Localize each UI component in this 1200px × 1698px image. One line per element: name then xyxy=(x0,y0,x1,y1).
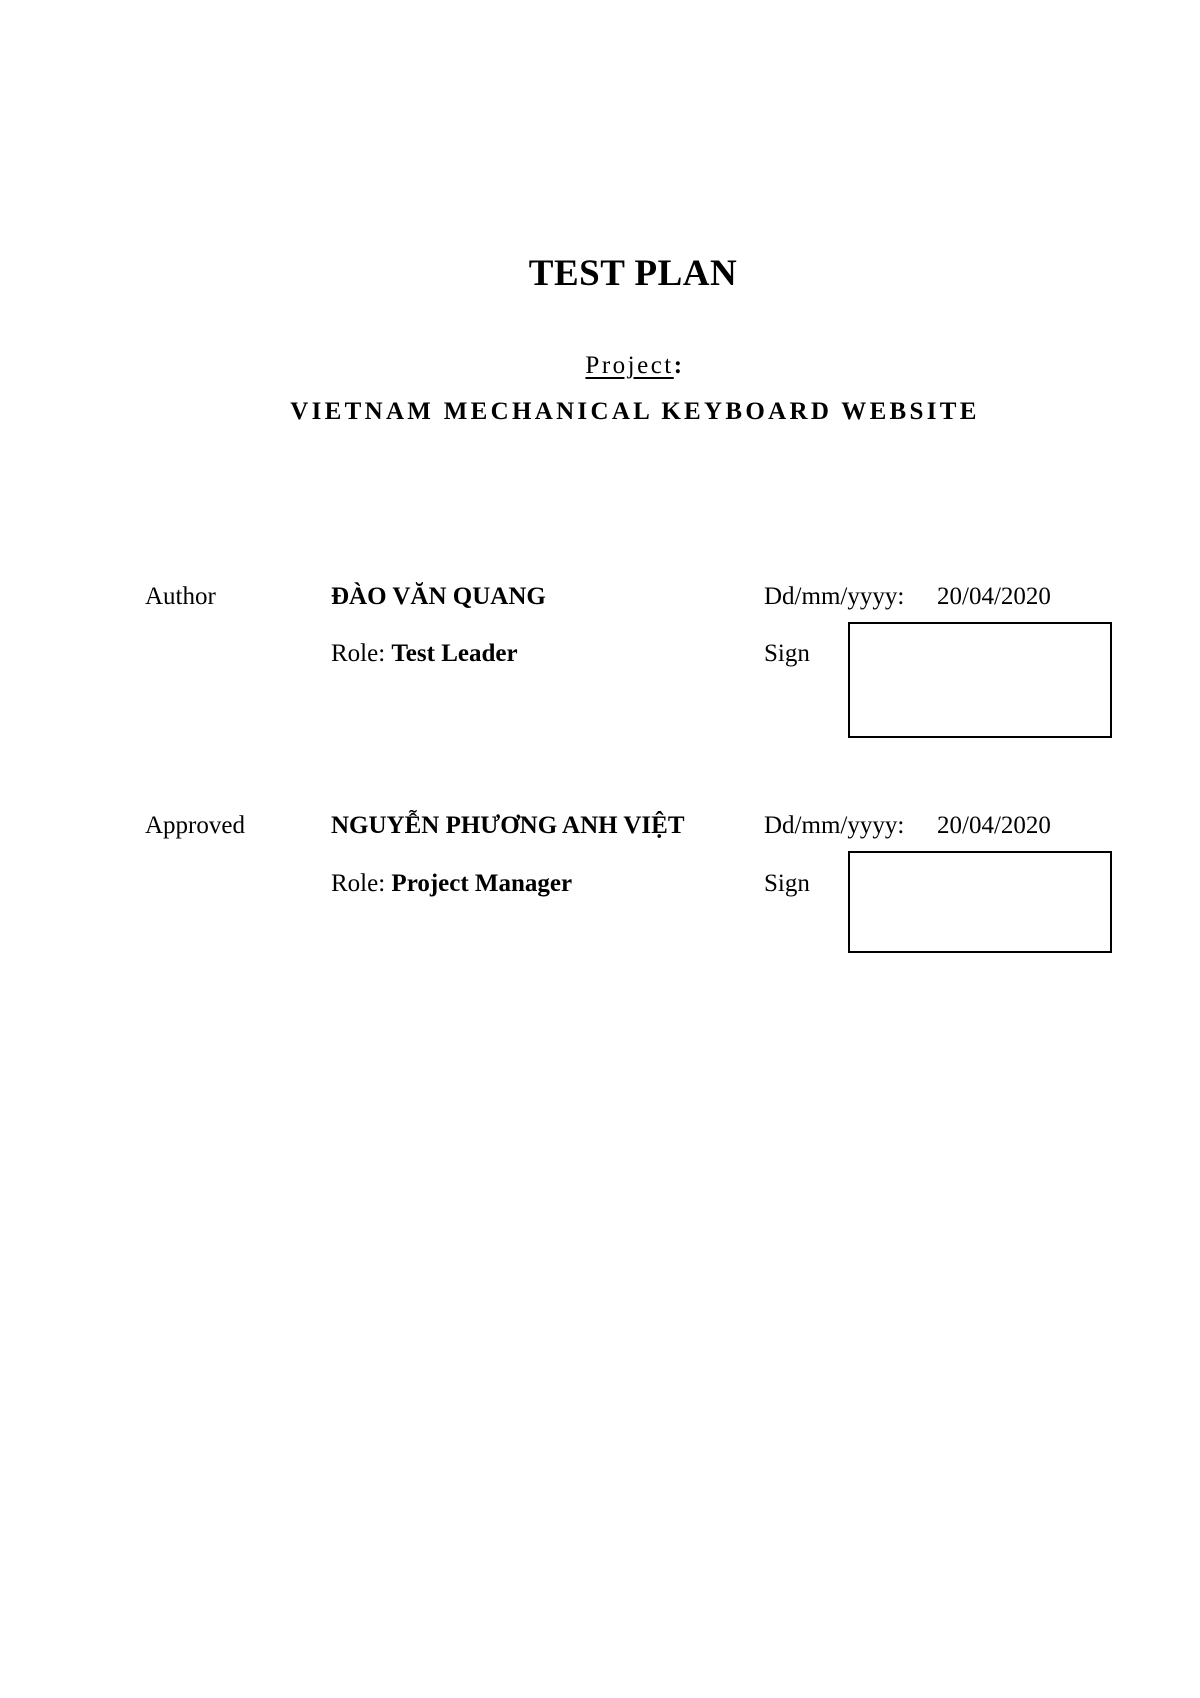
approver-sign-label: Sign xyxy=(764,870,810,897)
project-name: VIETNAM MECHANICAL KEYBOARD WEBSITE xyxy=(290,398,980,425)
approver-date: 20/04/2020 xyxy=(937,812,1051,839)
approver-role xyxy=(331,871,572,896)
project-label-colon: : xyxy=(673,352,685,379)
document-title: TEST PLAN xyxy=(528,253,738,294)
approver-label: Approved xyxy=(145,812,245,839)
author-date-label: Dd/mm/yyyy: xyxy=(764,583,905,610)
author-sign-label: Sign xyxy=(764,640,810,667)
author-signature-box[interactable] xyxy=(848,622,1112,738)
approver-date-label: Dd/mm/yyyy: xyxy=(764,812,905,839)
author-role xyxy=(331,641,518,666)
author-name: ĐÀO VĂN QUANG xyxy=(331,583,546,610)
author-label: Author xyxy=(145,583,216,610)
project-label-text: Project xyxy=(585,352,674,379)
author-role-value: Test Leader xyxy=(391,640,518,667)
approver-name: NGUYỄN PHƯƠNG ANH VIỆT xyxy=(331,812,685,839)
approver-signature-box[interactable] xyxy=(848,851,1112,953)
project-label xyxy=(0,352,1200,380)
approver-role-prefix: Role: xyxy=(331,870,392,897)
author-role-prefix: Role: xyxy=(331,640,392,667)
author-date: 20/04/2020 xyxy=(937,583,1051,610)
approver-role-value: Project Manager xyxy=(391,870,573,897)
